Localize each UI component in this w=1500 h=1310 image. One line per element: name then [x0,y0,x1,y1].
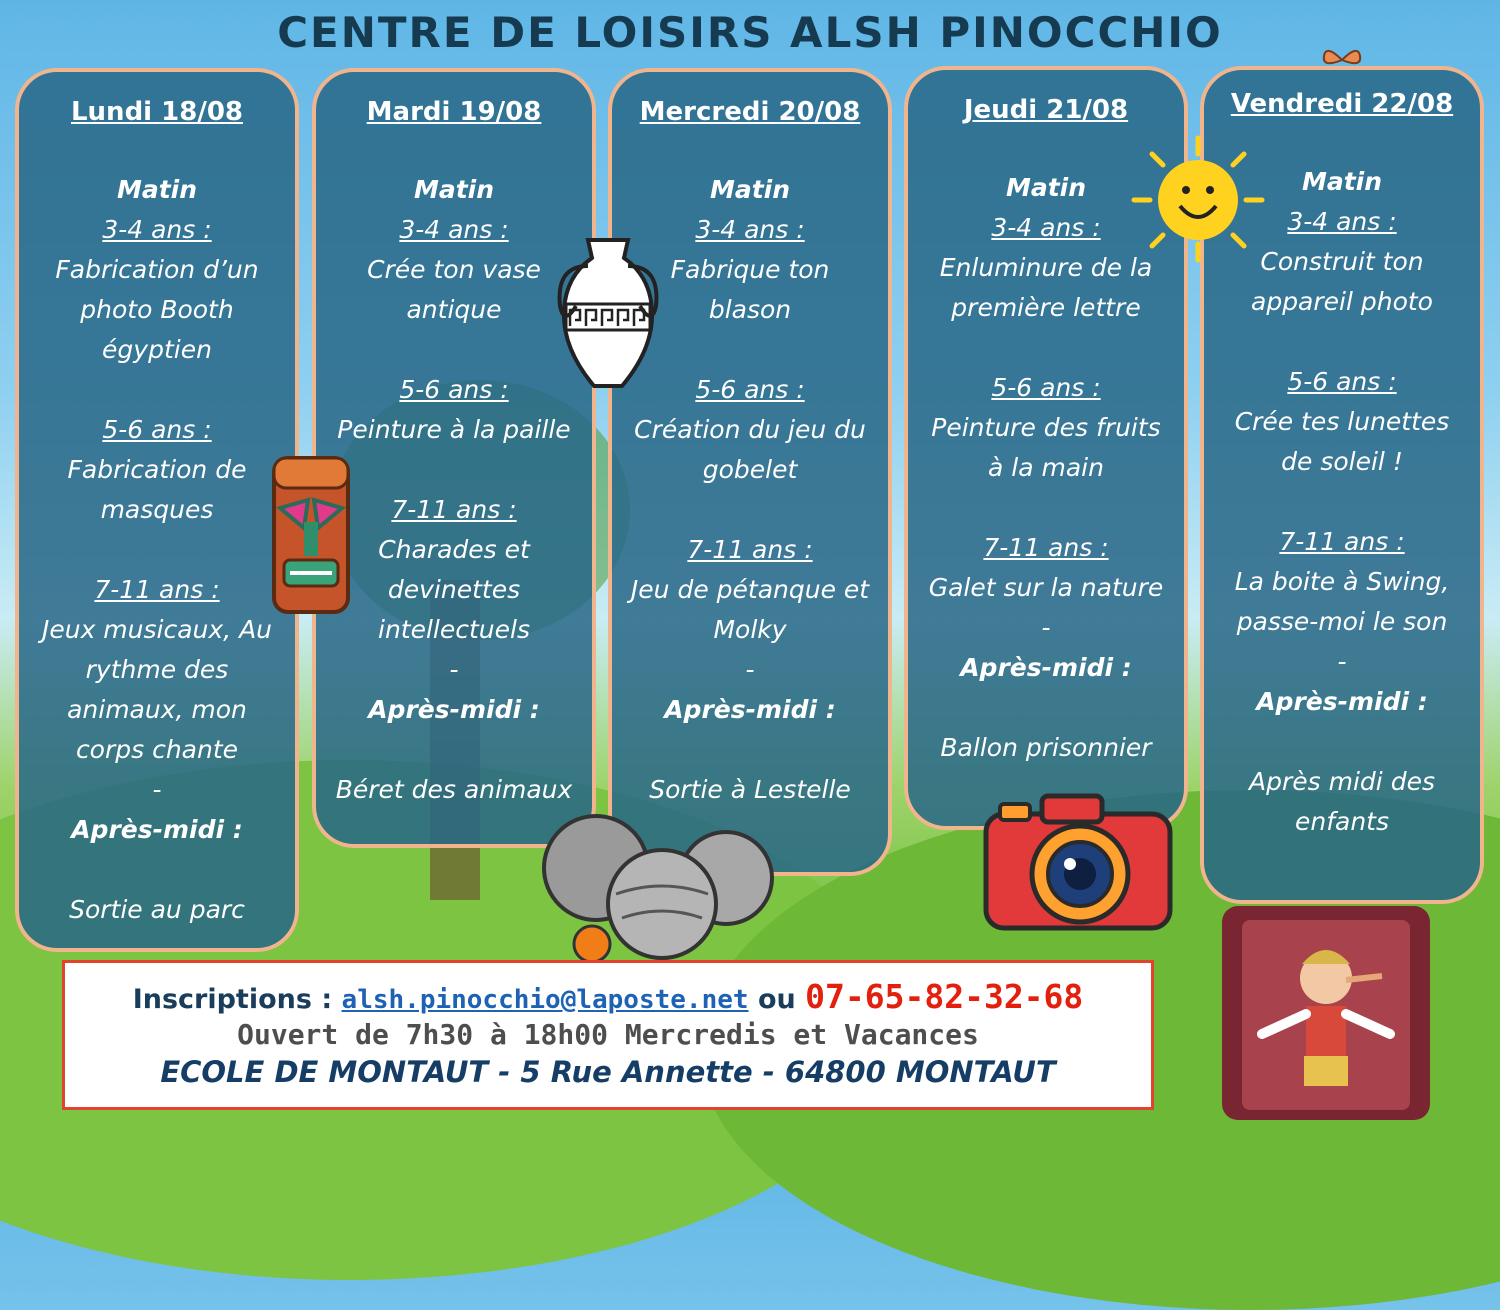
activity-text: Peinture à la paille [337,415,571,444]
activity-text [316,330,592,370]
activity-text [19,370,295,410]
activity-text: - [152,775,162,804]
activity-text: passe-moi le son [1236,607,1448,636]
activity-text: - [449,655,459,684]
activity-text: - [1041,613,1051,642]
period-label: Après-midi : [664,695,836,724]
activity-text: Fabrication de [67,455,247,484]
day-title: Lundi 18/08 [70,97,244,127]
activity-text: - [1337,647,1347,676]
age-group-label: 3-4 ans : [399,215,509,244]
day-card-mercredi [608,68,892,876]
day-title: Jeudi 21/08 [963,95,1129,125]
page-title: CENTRE DE LOISIRS ALSH PINOCCHIO [277,8,1223,57]
day-title: Mercredi 20/08 [639,97,861,127]
activity-text: Charades et [378,535,530,564]
activity-text [908,328,1184,368]
activity-text [612,730,888,770]
activity-text: rythme des [85,655,229,684]
activity-text: Crée ton vase [367,255,541,284]
activity-text: Après midi des [1249,767,1435,796]
period-label: Matin [709,175,791,204]
age-group-label: 5-6 ans : [991,373,1101,402]
activity-text: première lettre [951,293,1141,322]
camera-icon [976,784,1178,944]
registration-line [65,977,1151,1016]
inscriptions-label: Inscriptions : [132,984,333,1015]
activity-text: Sortie à Lestelle [649,775,851,804]
activity-text: Béret des animaux [335,775,573,804]
day-title: Vendredi 22/08 [1230,89,1454,119]
activity-text: Molky [713,615,787,644]
period-label: Matin [1301,167,1383,196]
period-label: Matin [1005,173,1087,202]
activity-text: Jeu de pétanque et [630,575,870,604]
day-card-lundi [15,68,299,952]
activity-text: Fabrication d’un [55,255,259,284]
age-group-label: 7-11 ans : [983,533,1109,562]
activity-text [612,490,888,530]
age-group-label: 3-4 ans : [102,215,212,244]
day-activities [316,170,592,810]
period-label: Matin [413,175,495,204]
activity-text [1204,482,1480,522]
activity-text: blason [708,295,792,324]
registration-info-box [62,960,1154,1110]
or-word: ou [757,984,796,1015]
address: ECOLE DE MONTAUT - 5 Rue Annette - 64800 MONTAUT [160,1055,1056,1089]
activity-text: animaux, mon [67,695,247,724]
activity-text [1204,722,1480,762]
pinocchio-image [1222,906,1430,1120]
age-group-label: 3-4 ans : [991,213,1101,242]
activity-text [19,850,295,890]
age-group-label: 7-11 ans : [687,535,813,564]
day-title: Mardi 19/08 [366,97,542,127]
activity-text [908,688,1184,728]
activity-text: Enluminure de la [939,253,1153,282]
activity-text: Crée tes lunettes [1234,407,1450,436]
age-group-label: 7-11 ans : [94,575,220,604]
activity-text [19,530,295,570]
butterfly-icon [1320,44,1364,76]
activity-text: enfants [1294,807,1390,836]
activity-text: Jeux musicaux, Au [41,615,273,644]
activity-text: Galet sur la nature [928,573,1164,602]
opening-hours: Ouvert de 7h30 à 18h00 Mercredis et Vacances [237,1018,979,1051]
activity-text: Sortie au parc [69,895,245,924]
age-group-label: 5-6 ans : [102,415,212,444]
tiki-mask-icon [268,452,354,618]
activity-text: Ballon prisonnier [940,733,1152,762]
age-group-label: 5-6 ans : [1287,367,1397,396]
activity-text: masques [100,495,214,524]
activity-text: gobelet [702,455,798,484]
period-label: Après-midi : [71,815,243,844]
activity-text: La boite à Swing, [1234,567,1450,596]
activity-text [1204,322,1480,362]
activity-text: antique [406,295,502,324]
activity-text: corps chante [75,735,239,764]
activity-text: Peinture des fruits [931,413,1161,442]
period-label: Après-midi : [960,653,1132,682]
day-activities [1204,162,1480,842]
day-activities [19,170,295,930]
age-group-label: 7-11 ans : [1279,527,1405,556]
period-label: Après-midi : [368,695,540,724]
activity-text: intellectuels [378,615,530,644]
activity-text [908,488,1184,528]
activity-text: photo Booth [80,295,234,324]
activity-text: devinettes [387,575,521,604]
activity-text [316,730,592,770]
age-group-label: 5-6 ans : [399,375,509,404]
activity-text: de soleil ! [1281,447,1403,476]
petanque-balls-icon [536,808,774,968]
age-group-label: 3-4 ans : [695,215,805,244]
period-label: Après-midi : [1256,687,1428,716]
activity-text: Fabrique ton [670,255,830,284]
age-group-label: 5-6 ans : [695,375,805,404]
vase-icon [552,236,664,394]
activity-text: égyptien [102,335,212,364]
activity-text: Construit ton [1260,247,1424,276]
age-group-label: 3-4 ans : [1287,207,1397,236]
activity-text: Création du jeu du [634,415,866,444]
age-group-label: 7-11 ans : [391,495,517,524]
email-link[interactable]: alsh.pinocchio@laposte.net [341,985,749,1015]
sun-icon [1128,134,1268,264]
activity-text: à la main [988,453,1104,482]
activity-text: appareil photo [1251,287,1433,316]
phone-number[interactable]: 07-65-82-32-68 [805,977,1084,1016]
activity-text: - [745,655,755,684]
period-label: Matin [116,175,198,204]
activity-text [316,450,592,490]
day-card-mardi [312,68,596,848]
